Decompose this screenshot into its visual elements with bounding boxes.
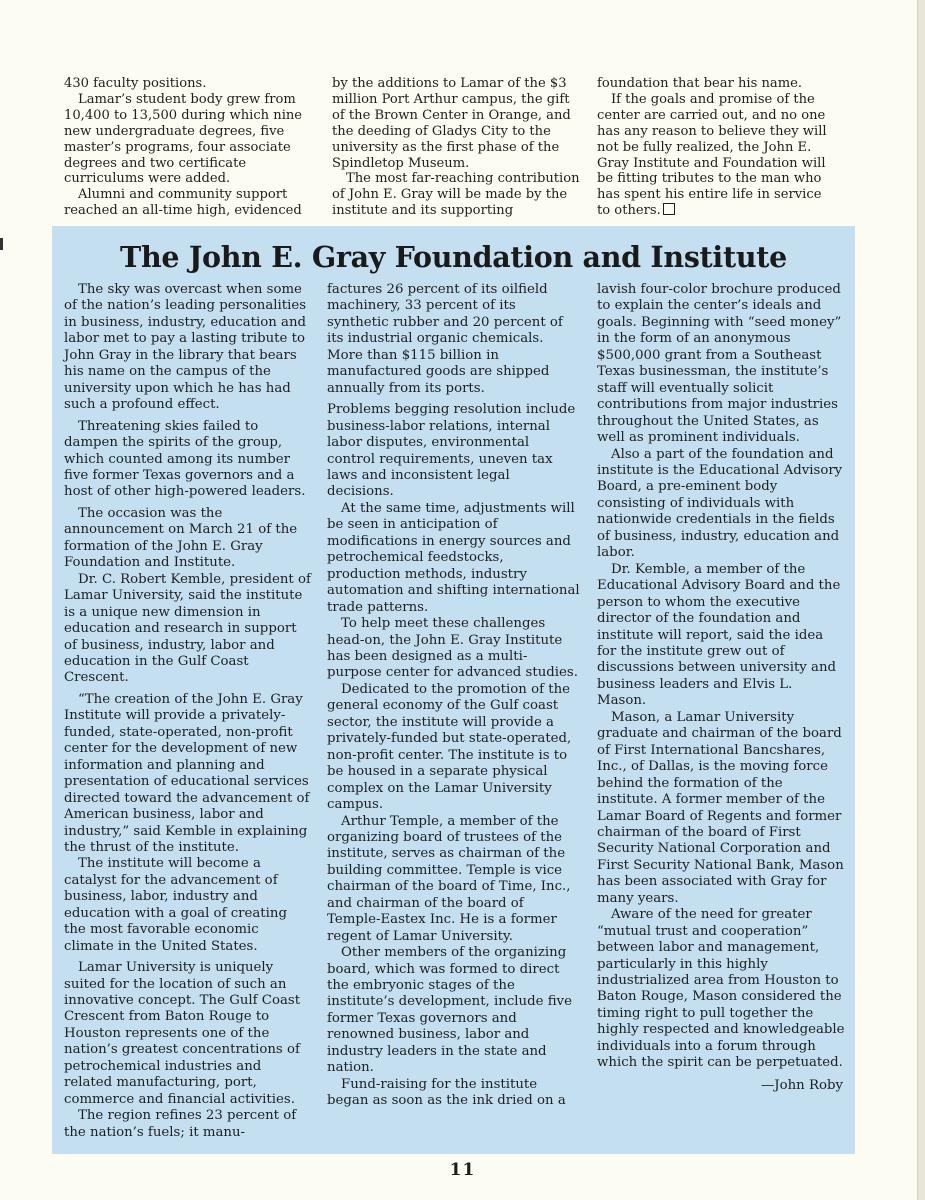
author-byline: —John Roby <box>760 1077 843 1093</box>
paragraph: Alumni and community support reached an all-time high, evidenced <box>64 187 302 219</box>
paragraph: The most far-reaching contribution of John E. Gray will be made by the institute and its supporting <box>332 171 580 219</box>
paragraph <box>597 92 837 219</box>
feature-column-2 <box>327 282 580 1110</box>
paragraph: Fund-raising for the institute began as soon as the ink dried on a <box>327 1076 566 1109</box>
paragraph: At the same time, adjustments will be seen in anticipation of modifications in energy sources and petrochemical feedstocks, production methods, industry automation and shifting international trade patterns. <box>327 500 580 615</box>
paragraph: Dedicated to the promotion of the general economy of the Gulf coast sector, the institute will provide a privately-funded but state-operated, non-profit center. The institute is to be housed in a separate physical complex on the Lamar University campus. <box>327 681 572 813</box>
paragraph: Aware of the need for greater “mutual trust and cooperation” between labor and management, particularly in this highly industrialized area from Houston to Baton Rouge, Mason considered the timing right to pull together the highly respected and knowledgeable individuals into a forum through which the spirit can be perpetuated. <box>597 907 845 1071</box>
feature-column-1 <box>64 282 311 1141</box>
paragraph: The region refines 23 percent of the nation’s fuels; it manu- <box>64 1108 297 1140</box>
paragraph: Arthur Temple, a member of the organizing board of trustees of the institute, serves as chairman of the building committee. Temple is vice chairman of the board of Time, Inc., and chairman of the board of Temple-Eastex Inc. He is a former regent of Lamar University. <box>327 813 571 944</box>
feature-column-3 <box>597 282 845 1094</box>
feature-story-body <box>64 282 844 1142</box>
paragraph: The sky was overcast when some of the nation’s leading personalities in business, industry, education and labor met to pay a lasting tribute to John Gray in the library that bears his name on the campus of the university upon which he has had such a profound effect. <box>64 282 307 413</box>
paragraph: Lamar’s student body grew from 10,400 to 13,500 during which nine new undergraduate degrees, five master’s programs, four associate degrees and two certificate curriculums were added. <box>64 91 303 187</box>
paragraph: The institute will become a catalyst for the advancement of business, labor, industry and education with a goal of creating the most favorable economic climate in the United States. <box>64 856 287 954</box>
paragraph: Threatening skies failed to dampen the spirits of the group, which counted among its number five former Texas governors and a host of other high-powered leaders. <box>64 418 306 500</box>
previous-article-column-1 <box>64 76 309 219</box>
previous-article-column-3 <box>597 76 837 219</box>
paragraph: Dr. C. Robert Kemble, president of Lamar University, said the institute is a unique new dimension in education and research in support of business, industry, labor and education in the Gulf Coast Crescent. <box>64 571 311 686</box>
paragraph: Dr. Kemble, a member of the Educational Advisory Board and the person to whom the executive director of the foundation and institute will report, said the idea for the institute grew out of discussions between university and business leaders and Elvis L. Mason. <box>597 561 841 709</box>
page-number: 11 <box>449 1160 476 1180</box>
paragraph: lavish four-color brochure produced to explain the center’s ideals and goals. Beginning with “seed money” in the form of an anonymous $500,000 grant from a Southeast Texas businessman, the institute’s staff will eventually solicit contributions from major industries throughout the United States, as well as prominent individuals. <box>597 282 842 446</box>
paragraph: “The creation of the John E. Gray Institute will provide a privately-funded, state-operated, non-profit center for the development of new information and planning and presentation of educational services directed toward the advancement of American business, labor and industry,” said Kemble in explaining the thrust of the institute. <box>64 691 310 855</box>
previous-article-continuation <box>64 76 844 226</box>
paragraph: Problems begging resolution include business-labor relations, internal labor disputes, environmental control requirements, uneven tax laws and inconsistent legal decisions. <box>327 402 576 500</box>
paragraph: Lamar University is uniquely suited for the location of such an innovative concept. The Gulf Coast Crescent from Baton Rouge to Houston represents one of the nation’s greatest concentrations of petrochemical industries and related manufacturing, port, commerce and financial activities. <box>64 960 301 1107</box>
paragraph: Also a part of the foundation and institute is the Educational Advisory Board, a pre-eminent body consisting of individuals with nationwide credentials in the fields of business, industry, education and labor. <box>597 446 843 561</box>
previous-article-column-2 <box>332 76 580 219</box>
margin-mark <box>0 238 3 250</box>
page-edge <box>917 0 925 1200</box>
feature-article-box <box>52 226 855 1154</box>
paragraph: factures 26 percent of its oilfield machinery, 33 percent of its synthetic rubber and 20 percent of its industrial organic chemicals. More than $115 billion in manufactured goods are shipped annually from its ports. <box>327 282 563 396</box>
paragraph-text: If the goals and promise of the center are carried out, and no one has any reason to believe they will not be fully realized, the John E. Gray Institute and Foundation will be fitting tributes to the man who has spent his entire life in service to others. <box>597 91 827 219</box>
end-of-story-box-icon <box>663 203 675 215</box>
feature-headline: The John E. Gray Foundation and Institute <box>120 240 787 274</box>
paragraph: Mason, a Lamar University graduate and chairman of the board of First International Bancshares, Inc., of Dallas, is the moving force behind the formation of the institute. A former member of the Lamar Board of Regents and former chairman of the board of First Security National Corporation and First Security National Bank, Mason has been associated with Gray for many years. <box>597 709 844 906</box>
paragraph: To help meet these challenges head-on, the John E. Gray Institute has been designed as a multi-purpose center for advanced studies. <box>327 616 578 681</box>
paragraph: The occasion was the announcement on March 21 of the formation of the John E. Gray Foundation and Institute. <box>64 505 298 571</box>
paragraph: 430 faculty positions. <box>64 76 207 91</box>
paragraph: Other members of the organizing board, which was formed to direct the embryonic stages of the institute’s development, include five former Texas governors and renowned business, labor and industry leaders in the state and nation. <box>327 945 572 1076</box>
paragraph: by the additions to Lamar of the $3 million Port Arthur campus, the gift of the Brown Center in Orange, and the deeding of Gladys City to the university as the first phase of the Spindletop Museum. <box>332 76 571 171</box>
paragraph: foundation that bear his name. <box>597 76 803 91</box>
